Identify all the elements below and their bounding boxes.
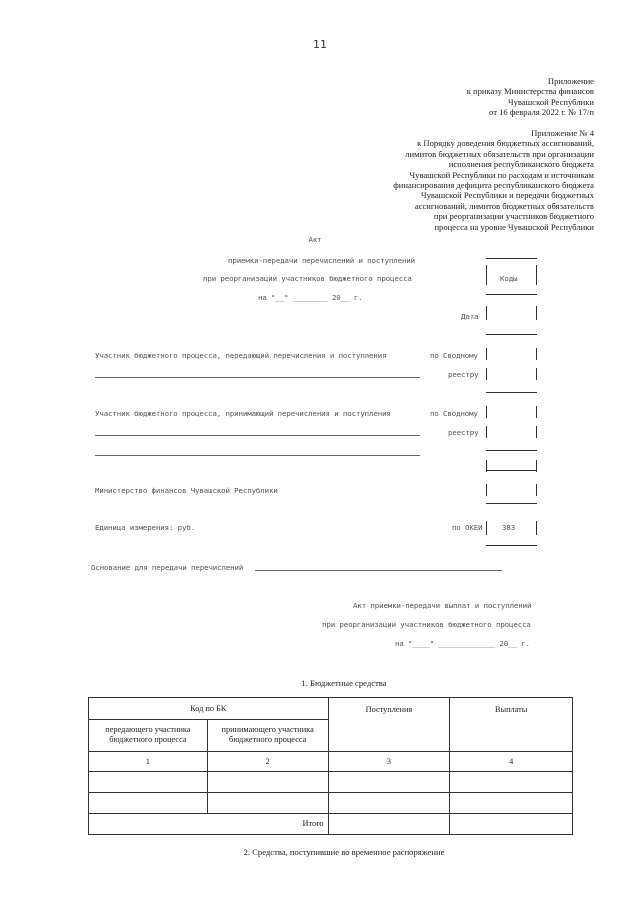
total-label: Итого (89, 814, 329, 835)
table-cell[interactable] (328, 772, 450, 793)
sender-participant-label: Участник бюджетного процесса, передающий перечисления и поступления (95, 351, 387, 360)
appendix-line: ассигнований, лимитов бюджетных обязательств (414, 200, 594, 211)
codes-border (536, 406, 537, 418)
table-cell[interactable] (89, 772, 208, 793)
appendix-line: процесса на уровне Чувашской Республики (434, 221, 594, 232)
column-number: 1 (89, 752, 208, 772)
form-title-line2: приемки-передачи перечислений и поступлений (228, 256, 416, 265)
appendix-line: от 16 февраля 2022 г. № 17/п (489, 107, 594, 118)
svod-register-label: реестру (448, 370, 479, 379)
codes-border (536, 521, 537, 535)
svod-register-label: по Сводному (430, 351, 478, 360)
codes-border (536, 306, 537, 320)
total-receipts-cell[interactable] (328, 814, 450, 835)
codes-border (486, 406, 487, 418)
okei-value: 383 (502, 523, 516, 532)
appendix-line: Чувашской Республики по расходам и источникам (409, 169, 594, 180)
codes-row-border (486, 294, 537, 295)
codes-header: Коды (500, 274, 518, 283)
header-receiver: принимающего участника бюджетного процесса (207, 720, 328, 752)
table-cell[interactable] (207, 772, 328, 793)
codes-row-border (486, 503, 537, 504)
codes-row-border (486, 470, 537, 471)
codes-border (536, 426, 537, 438)
sender-name-field[interactable] (95, 377, 420, 378)
date-label: Дата (461, 312, 479, 321)
codes-row-border (486, 450, 537, 451)
table-cell[interactable] (207, 793, 328, 814)
appendix-order-block (467, 76, 594, 118)
codes-border (486, 306, 487, 320)
act2-subtitle: при реорганизации участников бюджетного процесса (322, 620, 531, 629)
form-title-line3: при реорганизации участников бюджетного процесса (203, 274, 412, 283)
codes-border (486, 484, 487, 496)
appendix-line: Чувашской Республики и передачи бюджетных (421, 190, 594, 201)
form-title: Акт (308, 235, 322, 244)
unit-label: Единица измерения: руб. (95, 523, 196, 532)
codes-border (536, 368, 537, 380)
codes-row-border (486, 392, 537, 393)
page-number: 11 (313, 38, 327, 51)
table-cell[interactable] (450, 793, 573, 814)
total-row (89, 814, 573, 835)
basis-field[interactable] (255, 570, 502, 571)
appendix-line: при реорганизации участников бюджетного (433, 211, 594, 222)
column-number: 3 (328, 752, 450, 772)
act2-title: Акт приемки-передачи выплат и поступлений (353, 601, 532, 610)
codes-border (536, 484, 537, 496)
codes-border (486, 265, 487, 285)
appendix-line: финансирования дефицита республиканского бюджета (393, 180, 594, 191)
header-receipts: Поступления (328, 698, 450, 752)
receiver-participant-label: Участник бюджетного процесса, принимающий перечисления и поступления (95, 409, 391, 418)
basis-label: Основание для передачи перечислений (91, 563, 244, 572)
appendix-line: Чувашской Республики (508, 96, 594, 107)
appendix-procedure-block (393, 128, 594, 232)
header-sender: передающего участника бюджетного процесса (89, 720, 208, 752)
table-row (89, 772, 573, 793)
receiver-name-field[interactable] (95, 435, 420, 436)
okei-label: по ОКЕИ (452, 523, 483, 532)
receiver-name-field-2[interactable] (95, 455, 420, 456)
codes-border (486, 521, 487, 535)
appendix-line: к приказу Министерства финансов (466, 86, 594, 97)
appendix-line: к Порядку доведения бюджетных ассигнований, (417, 138, 594, 149)
section1-title: 1. Бюджетные средства (301, 678, 387, 688)
codes-border (536, 265, 537, 285)
appendix-line: исполнения республиканского бюджета (448, 159, 594, 170)
act2-date-line: на "____" _____________ 20__ г. (395, 639, 530, 648)
codes-bottom-border (486, 545, 537, 546)
table-cell[interactable] (450, 772, 573, 793)
table-cell[interactable] (328, 793, 450, 814)
column-number: 4 (450, 752, 573, 772)
appendix-line: Приложение (547, 76, 594, 86)
column-number: 2 (207, 752, 328, 772)
form-date-line: на "__" ________ 20__ г. (258, 293, 363, 302)
appendix-line: Приложение № 4 (531, 128, 594, 138)
table-row (89, 793, 573, 814)
codes-border (536, 348, 537, 360)
ministry-label: Министерство финансов Чувашской Республики (95, 486, 278, 495)
appendix-line: лимитов бюджетных обязательств при организации (405, 148, 594, 159)
budget-funds-table (88, 697, 573, 835)
codes-border (486, 426, 487, 438)
codes-top-border (486, 258, 537, 259)
total-payments-cell[interactable] (450, 814, 573, 835)
codes-border (486, 368, 487, 380)
svod-register-label: реестру (448, 428, 479, 437)
codes-row-border (486, 334, 537, 335)
codes-border (486, 348, 487, 360)
section2-title: 2. Средства, поступившие во временное распоряжение (243, 847, 445, 857)
header-code-bk: Код по БК (89, 698, 329, 720)
svod-register-label: по Сводному (430, 409, 478, 418)
table-cell[interactable] (89, 793, 208, 814)
header-payments: Выплаты (450, 698, 573, 752)
